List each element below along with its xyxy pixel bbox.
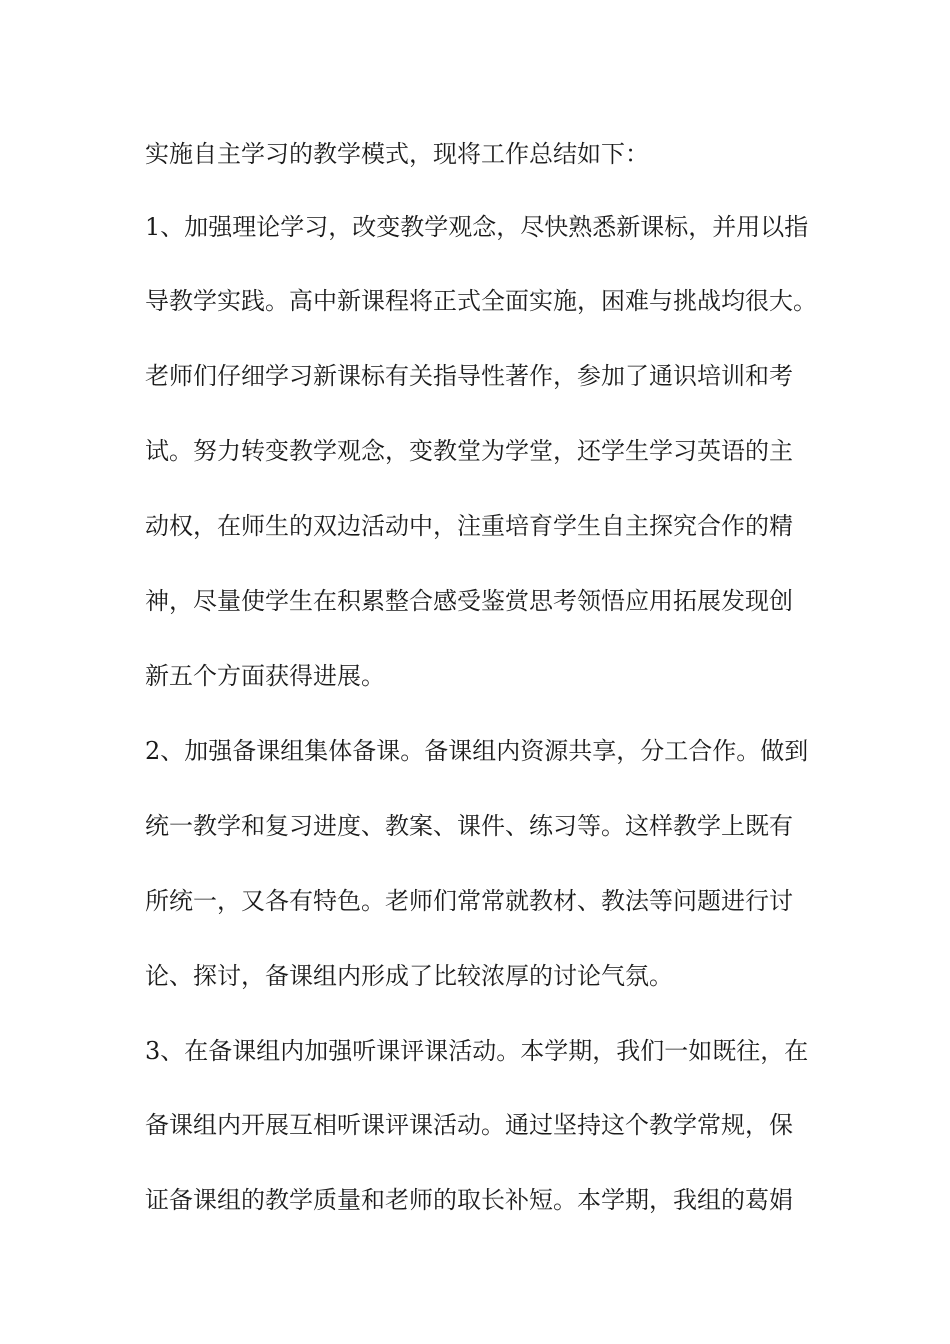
text-line: 1、加强理论学习，改变教学观念，尽快熟悉新课标，并用以指 (145, 213, 809, 241)
text-line: 备课组内开展互相听课评课活动。通过坚持这个教学常规，保 (145, 1111, 793, 1139)
text-line: 2、加强备课组集体备课。备课组内资源共享，分工合作。做到 (145, 737, 809, 765)
text-line: 实施自主学习的教学模式，现将工作总结如下： (145, 140, 649, 168)
text-line: 老师们仔细学习新课标有关指导性著作，参加了通识培训和考 (145, 362, 793, 390)
text-line: 神，尽量使学生在积累整合感受鉴赏思考领悟应用拓展发现创 (145, 587, 793, 615)
text-line: 所统一，又各有特色。老师们常常就教材、教法等问题进行讨 (145, 887, 793, 915)
text-line: 论、探讨，备课组内形成了比较浓厚的讨论气氛。 (145, 962, 673, 990)
text-line: 新五个方面获得进展。 (145, 662, 385, 690)
text-line: 3、在备课组内加强听课评课活动。本学期，我们一如既往，在 (145, 1037, 809, 1065)
text-line: 试。努力转变教学观念，变教堂为学堂，还学生学习英语的主 (145, 437, 793, 465)
text-line: 导教学实践。高中新课程将正式全面实施，困难与挑战均很大。 (145, 287, 817, 315)
text-line: 统一教学和复习进度、教案、课件、练习等。这样教学上既有 (145, 812, 793, 840)
text-line: 证备课组的教学质量和老师的取长补短。本学期，我组的葛娟 (145, 1186, 793, 1214)
text-line: 动权，在师生的双边活动中，注重培育学生自主探究合作的精 (145, 512, 793, 540)
